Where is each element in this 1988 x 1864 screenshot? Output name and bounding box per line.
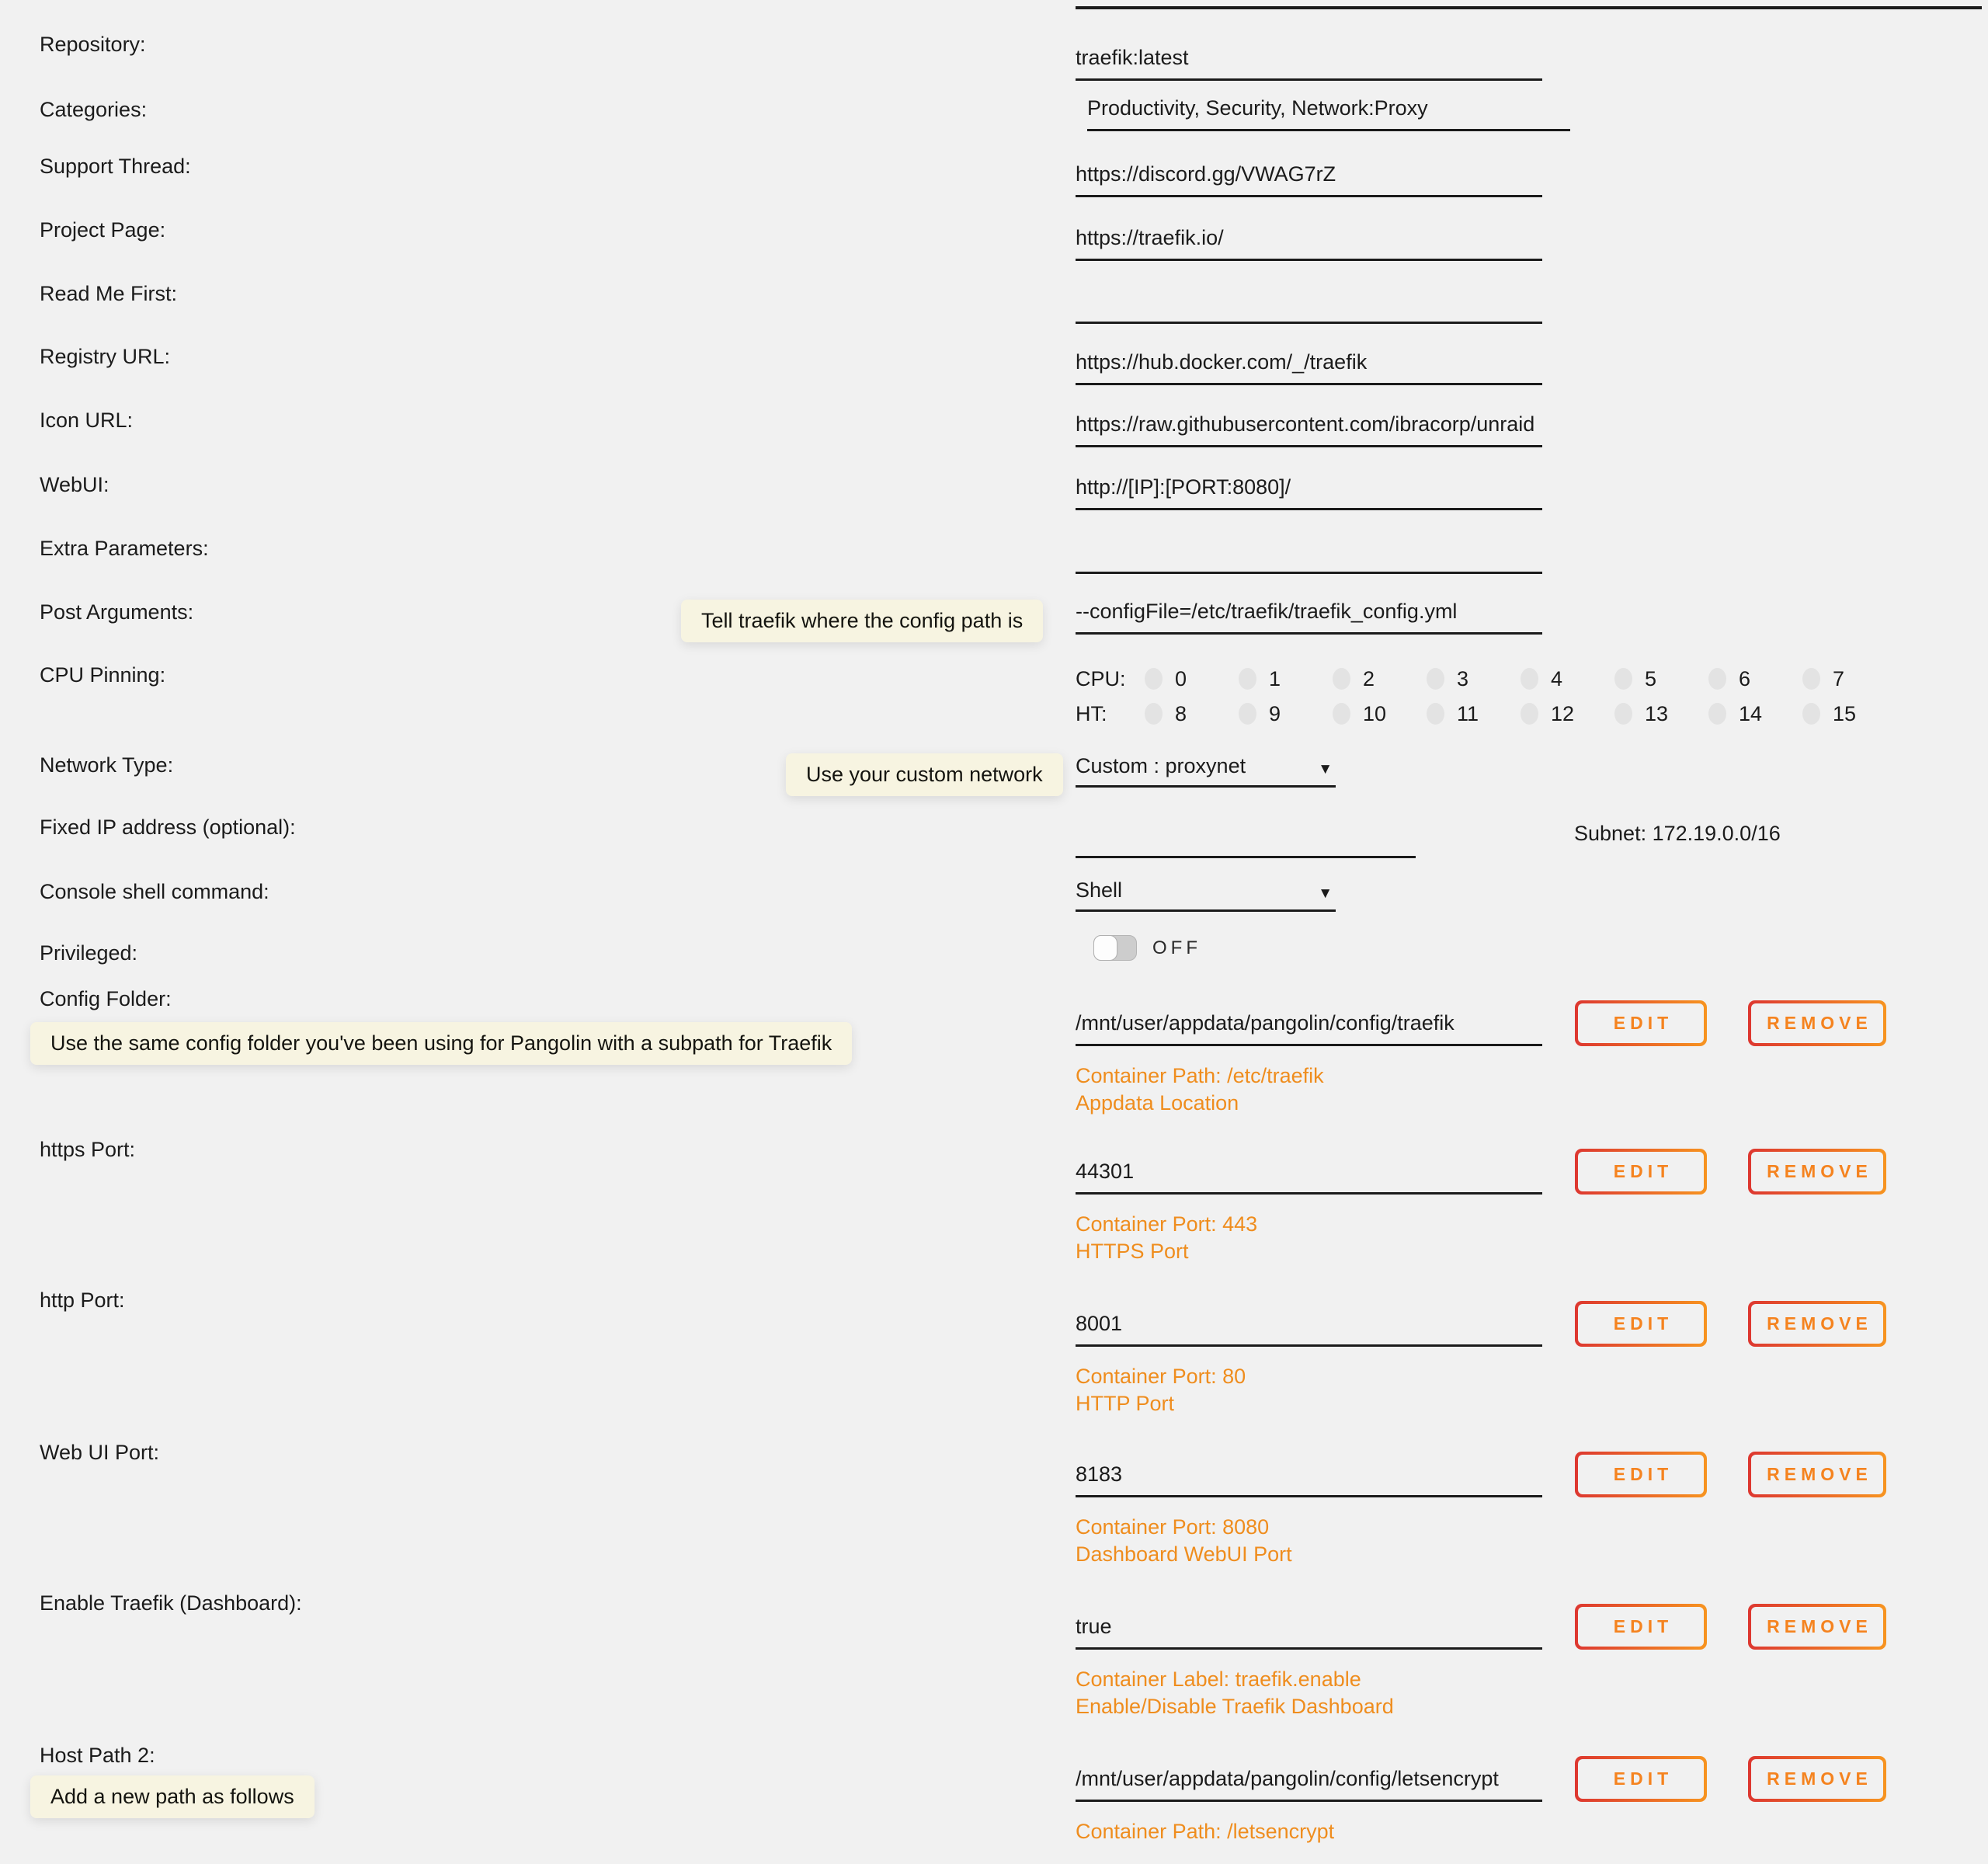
config-folder-meta xyxy=(1076,1062,1324,1117)
http-port-meta xyxy=(1076,1363,1246,1417)
repository-value: traefik:latest xyxy=(1076,46,1189,69)
webui-value: http://[IP]:[PORT:8080]/ xyxy=(1076,475,1291,499)
label-extra-parameters: Extra Parameters: xyxy=(40,537,209,560)
icon-url-input[interactable] xyxy=(1076,406,1542,447)
tooltip-host-path-2: Add a new path as follows xyxy=(30,1775,315,1818)
console-shell-selected: Shell xyxy=(1076,878,1123,902)
categories-input[interactable] xyxy=(1087,90,1570,131)
mapping-description: Enable/Disable Traefik Dashboard xyxy=(1076,1695,1394,1718)
label-web-ui-port: Web UI Port: xyxy=(40,1441,160,1464)
http-port-actions xyxy=(1575,1301,1886,1347)
cpu-checkbox-item[interactable]: 1 xyxy=(1239,667,1333,691)
http-port-value: 8001 xyxy=(1076,1312,1123,1335)
support-thread-input[interactable] xyxy=(1076,156,1542,197)
label-config-folder: Config Folder: xyxy=(40,987,172,1010)
label-project-page: Project Page: xyxy=(40,218,166,242)
remove-button[interactable]: REMOVE xyxy=(1748,1301,1886,1347)
ht-checkbox[interactable] xyxy=(1614,703,1632,725)
mapping-description: Dashboard WebUI Port xyxy=(1076,1542,1292,1566)
cpu-checkbox[interactable] xyxy=(1239,668,1256,690)
cpu-checkbox-item[interactable]: 0 xyxy=(1145,667,1239,691)
label-network-type: Network Type: xyxy=(40,753,174,777)
cpu-pinning-cpu-row xyxy=(1076,665,1896,693)
repository-input[interactable] xyxy=(1076,40,1542,81)
enable-traefik-input[interactable] xyxy=(1076,1608,1542,1650)
container-port-text: Container Port: 443 xyxy=(1076,1212,1258,1236)
ht-checkbox-item[interactable]: 10 xyxy=(1333,702,1427,726)
label-support-thread: Support Thread: xyxy=(40,155,191,178)
tooltip-post-arguments: Tell traefik where the config path is xyxy=(681,600,1043,642)
remove-button[interactable]: REMOVE xyxy=(1748,1604,1886,1650)
cpu-checkbox[interactable] xyxy=(1802,668,1820,690)
chevron-down-icon: ▼ xyxy=(1318,885,1333,902)
ht-checkbox-item[interactable]: 8 xyxy=(1145,702,1239,726)
project-page-value: https://traefik.io/ xyxy=(1076,226,1224,249)
enable-traefik-actions xyxy=(1575,1604,1886,1650)
edit-button[interactable]: EDIT xyxy=(1575,1149,1707,1195)
remove-button[interactable]: REMOVE xyxy=(1748,1149,1886,1195)
ht-checkbox[interactable] xyxy=(1802,703,1820,725)
remove-button[interactable]: REMOVE xyxy=(1748,1756,1886,1802)
toggle-knob xyxy=(1093,935,1117,961)
label-post-arguments: Post Arguments: xyxy=(40,600,194,624)
edit-button[interactable]: EDIT xyxy=(1575,1301,1707,1347)
container-port-text: Container Port: 80 xyxy=(1076,1365,1246,1388)
ht-checkbox[interactable] xyxy=(1427,703,1444,725)
label-icon-url: Icon URL: xyxy=(40,409,134,432)
https-port-meta xyxy=(1076,1211,1257,1265)
container-label-text: Container Label: traefik.enable xyxy=(1076,1668,1361,1691)
cpu-checkbox[interactable] xyxy=(1145,668,1163,690)
config-folder-input[interactable] xyxy=(1076,1005,1542,1046)
label-read-me-first: Read Me First: xyxy=(40,282,178,305)
extra-parameters-input[interactable] xyxy=(1076,533,1542,574)
console-shell-select[interactable] xyxy=(1076,873,1336,912)
registry-url-value: https://hub.docker.com/_/traefik xyxy=(1076,350,1368,374)
host-path-2-meta xyxy=(1076,1818,1334,1845)
cpu-row-label: CPU: xyxy=(1076,666,1126,690)
container-path-text: Container Path: /letsencrypt xyxy=(1076,1820,1335,1843)
mapping-description: Appdata Location xyxy=(1076,1091,1239,1115)
label-https-port: https Port: xyxy=(40,1138,136,1161)
label-categories: Categories: xyxy=(40,98,148,121)
read-me-first-input[interactable] xyxy=(1076,283,1542,324)
cpu-checkbox-item[interactable]: 2 xyxy=(1333,667,1427,691)
cpu-checkbox-item[interactable]: 6 xyxy=(1708,667,1802,691)
ht-checkbox-item[interactable]: 11 xyxy=(1427,702,1521,726)
label-http-port: http Port: xyxy=(40,1288,125,1312)
ht-checkbox[interactable] xyxy=(1708,703,1726,725)
label-host-path-2: Host Path 2: xyxy=(40,1744,155,1767)
label-cpu-pinning: CPU Pinning: xyxy=(40,663,166,687)
label-fixed-ip: Fixed IP address (optional): xyxy=(40,816,296,839)
config-folder-actions xyxy=(1575,1000,1886,1046)
cpu-checkbox[interactable] xyxy=(1521,668,1538,690)
subnet-info: Subnet: 172.19.0.0/16 xyxy=(1574,822,1781,845)
ht-checkbox-item[interactable]: 15 xyxy=(1802,702,1896,726)
container-port-text: Container Port: 8080 xyxy=(1076,1515,1270,1539)
ht-checkbox[interactable] xyxy=(1333,703,1350,725)
cpu-checkbox-item[interactable]: 7 xyxy=(1802,667,1896,691)
webui-input[interactable] xyxy=(1076,469,1542,510)
remove-button[interactable]: REMOVE xyxy=(1748,1000,1886,1046)
config-folder-value: /mnt/user/appdata/pangolin/config/traefik xyxy=(1076,1011,1455,1035)
tooltip-config-folder: Use the same config folder you've been using for Pangolin with a subpath for Traefik xyxy=(30,1022,852,1065)
ht-row-label: HT: xyxy=(1076,701,1107,725)
host-path-2-actions xyxy=(1575,1756,1886,1802)
registry-url-input[interactable] xyxy=(1076,344,1542,385)
cpu-checkbox-item[interactable]: 4 xyxy=(1521,667,1614,691)
mapping-description: HTTP Port xyxy=(1076,1392,1175,1415)
post-arguments-value: --configFile=/etc/traefik/traefik_config.yml xyxy=(1076,600,1458,623)
container-path-text: Container Path: /etc/traefik xyxy=(1076,1064,1324,1087)
cpu-checkbox-item[interactable]: 5 xyxy=(1614,667,1708,691)
icon-url-value: https://raw.githubusercontent.com/ibracorp/unraid xyxy=(1076,412,1535,436)
enable-traefik-value: true xyxy=(1076,1615,1112,1638)
web-ui-port-actions xyxy=(1575,1452,1886,1497)
ht-checkbox-item[interactable]: 14 xyxy=(1708,702,1802,726)
web-ui-port-meta xyxy=(1076,1514,1292,1568)
privileged-toggle[interactable] xyxy=(1093,935,1137,961)
http-port-input[interactable] xyxy=(1076,1306,1542,1347)
cpu-checkbox[interactable] xyxy=(1708,668,1726,690)
https-port-actions xyxy=(1575,1149,1886,1195)
network-type-selected: Custom : proxynet xyxy=(1076,754,1246,777)
cpu-checkbox[interactable] xyxy=(1427,668,1444,690)
edit-button[interactable]: EDIT xyxy=(1575,1452,1707,1497)
chevron-down-icon: ▼ xyxy=(1318,761,1333,777)
cpu-checkbox[interactable] xyxy=(1614,668,1632,690)
post-arguments-input[interactable] xyxy=(1076,593,1542,635)
remove-button[interactable]: REMOVE xyxy=(1748,1452,1886,1497)
host-path-2-value: /mnt/user/appdata/pangolin/config/letsencrypt xyxy=(1076,1767,1499,1790)
ht-checkbox-item[interactable]: 13 xyxy=(1614,702,1708,726)
label-enable-traefik: Enable Traefik (Dashboard): xyxy=(40,1591,302,1615)
https-port-input[interactable] xyxy=(1076,1153,1542,1195)
label-webui: WebUI: xyxy=(40,473,109,496)
edit-button[interactable]: EDIT xyxy=(1575,1604,1707,1650)
label-privileged: Privileged: xyxy=(40,941,138,965)
mapping-description: HTTPS Port xyxy=(1076,1240,1189,1263)
categories-value: Productivity, Security, Network:Proxy xyxy=(1087,96,1428,120)
edit-button[interactable]: EDIT xyxy=(1575,1756,1707,1802)
ht-checkbox-item[interactable]: 9 xyxy=(1239,702,1333,726)
ht-checkbox-item[interactable]: 12 xyxy=(1521,702,1614,726)
label-console-shell: Console shell command: xyxy=(40,880,269,903)
cpu-pinning-ht-row xyxy=(1076,700,1896,728)
edit-button[interactable]: EDIT xyxy=(1575,1000,1707,1046)
label-registry-url: Registry URL: xyxy=(40,345,171,368)
enable-traefik-meta xyxy=(1076,1666,1394,1720)
field-underline xyxy=(1076,6,1982,9)
tooltip-network-type: Use your custom network xyxy=(786,753,1063,796)
fixed-ip-input[interactable] xyxy=(1076,817,1416,858)
host-path-2-input[interactable] xyxy=(1076,1761,1542,1802)
privileged-state-label: OFF xyxy=(1152,937,1201,958)
label-repository: Repository: xyxy=(40,33,146,56)
web-ui-port-value: 8183 xyxy=(1076,1462,1123,1486)
https-port-value: 44301 xyxy=(1076,1160,1135,1183)
ht-checkbox[interactable] xyxy=(1239,703,1256,725)
project-page-input[interactable] xyxy=(1076,220,1542,261)
network-type-select[interactable] xyxy=(1076,749,1336,788)
cpu-checkbox-item[interactable]: 3 xyxy=(1427,667,1521,691)
web-ui-port-input[interactable] xyxy=(1076,1456,1542,1497)
cpu-checkbox[interactable] xyxy=(1333,668,1350,690)
support-thread-value: https://discord.gg/VWAG7rZ xyxy=(1076,162,1336,186)
ht-checkbox[interactable] xyxy=(1145,703,1163,725)
ht-checkbox[interactable] xyxy=(1521,703,1538,725)
